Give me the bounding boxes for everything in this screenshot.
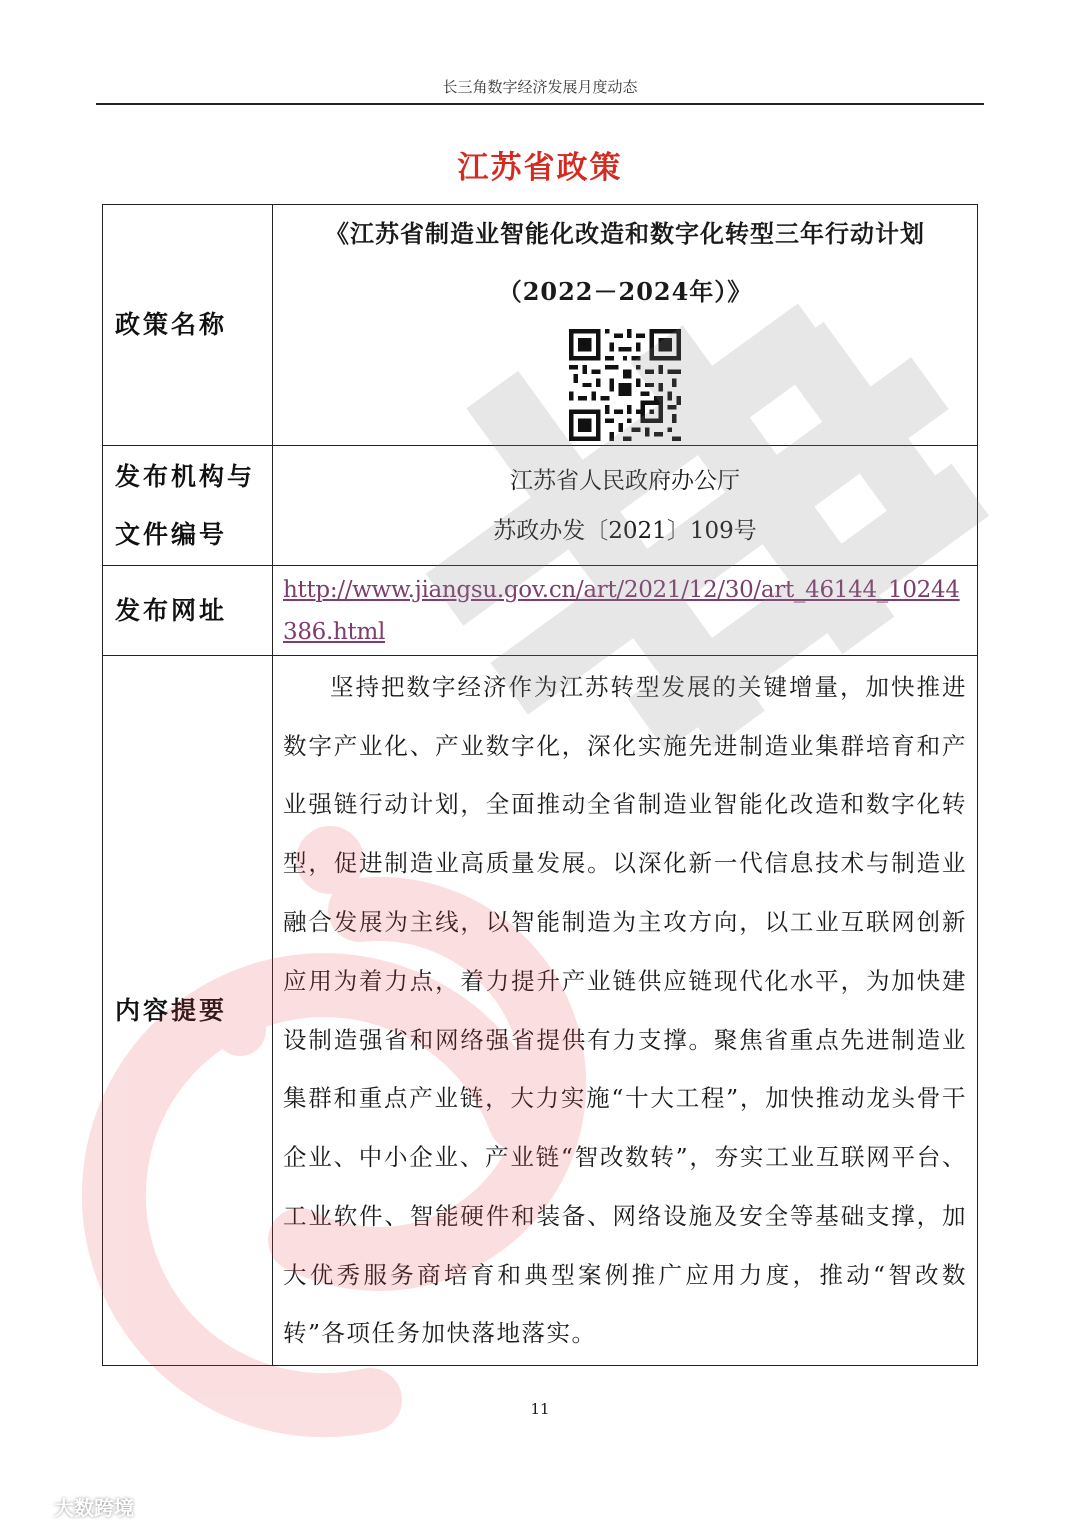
app-watermark-text: 大数跨境 (54, 1496, 134, 1520)
policy-url-link[interactable]: http://www.jiangsu.gov.cn/art/2021/12/30/art_46144_10244386.html (283, 576, 960, 645)
policy-name-cell (273, 205, 978, 446)
section-title: 江苏省政策 (457, 150, 623, 186)
url-cell (273, 566, 978, 656)
qr-code-icon (569, 329, 681, 441)
publisher-org: 江苏省人民政府办公厅 (510, 467, 740, 494)
row-publisher (103, 446, 978, 566)
page-number: 11 (530, 1400, 550, 1418)
label-publisher-line2: 文件编号 (115, 519, 228, 549)
label-publisher (103, 446, 273, 566)
label-summary: 内容提要 (103, 656, 273, 1366)
policy-title-line1: 《江苏省制造业智能化改造和数字化转型三年行动计划 (325, 219, 925, 248)
summary-text: 坚持把数字经济作为江苏转型发展的关键增量，加快推进数字产业化、产业数字化，深化实施先进制造业集群培育和产业强链行动计划，全面推动全省制造业智能化改造和数字化转型，促进制造业高质量发展。以深化新一代信息技术与制造业融合发展为主线，以智能制造为主攻方向，以工业互联网创新应用为着力点，着力提升产业链供应链现代化水平，为加快建设制造强省和网络强省提供有力支撑。聚焦省重点先进制造业集群和重点产业链，大力实施“十大工程”，加快推动龙头骨干企业、中小企业、产业链“智改数转”，夯实工业互联网平台、工业软件、智能硬件和装备、网络设施及安全等基础支撑，加大优秀服务商培育和典型案例推广应用力度，推动“智改数转”各项任务加快落地落实。 (283, 672, 967, 1348)
policy-table (102, 204, 978, 1366)
summary-cell (273, 656, 978, 1366)
row-policy-name (103, 205, 978, 446)
policy-title-line2: （2022－2024年）》 (497, 277, 753, 306)
label-url: 发布网址 (103, 566, 273, 656)
publisher-cell (273, 446, 978, 566)
app-watermark (10, 1492, 134, 1521)
running-header: 长三角数字经济发展月度动态 (96, 76, 984, 105)
weibo-logo-icon (10, 1494, 50, 1520)
row-summary (103, 656, 978, 1366)
label-policy-name: 政策名称 (103, 205, 273, 446)
label-publisher-line1: 发布机构与 (115, 461, 256, 491)
row-url (103, 566, 978, 656)
document-number: 苏政办发〔2021〕109号 (493, 517, 757, 544)
